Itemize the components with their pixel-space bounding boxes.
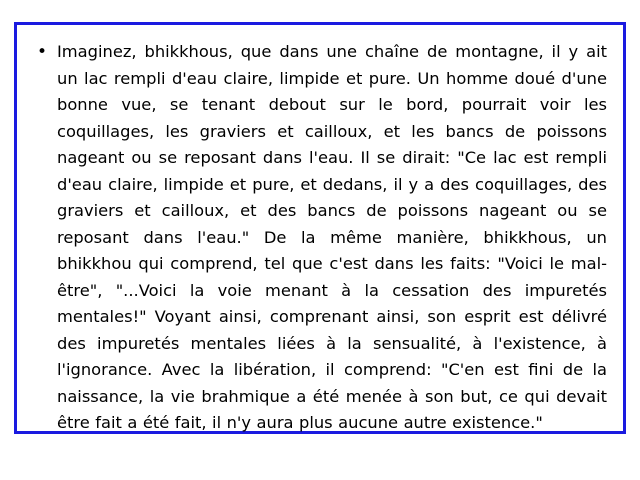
paragraph-text: Imaginez, bhikkhous, que dans une chaîne de montagne, il y ait un lac rempli d'eau claire, limpide et pure. Un homme doué d'une bonne vue, se tenant debout sur le bord, pourrait voir les coquillages, les graviers et cailloux, et les bancs de poissons nageant ou se reposant dans l'eau. Il se dirait: "Ce lac est rempli d'eau claire, limpide et pure, et dedans, il y a des coquillages, des graviers et cailloux, et des bancs de poissons nageant ou se reposant dans l'eau." De la même manière, bhikkhous, un bhikkhou qui comprend, tel que c'est dans les faits: "Voici le mal-être", "...Voici la voie menant à la cessation des impuretés mentales!" Voyant ainsi, comprenant ainsi, son esprit est délivré des impuretés mentales liées à la sensualité, à l'existence, à l'ignorance. Avec la libération, il comprend: "C'en est fini de la naissance, la vie brahmique a été menée à son but, ce qui devait être fait a été fait, il n'y aura plus aucune autre existence." bbox=[57, 42, 607, 432]
list-item[interactable] bbox=[31, 39, 607, 437]
bullet-list bbox=[31, 39, 607, 437]
content-text-box[interactable] bbox=[14, 22, 626, 434]
bullet-point-icon: • bbox=[37, 42, 48, 62]
